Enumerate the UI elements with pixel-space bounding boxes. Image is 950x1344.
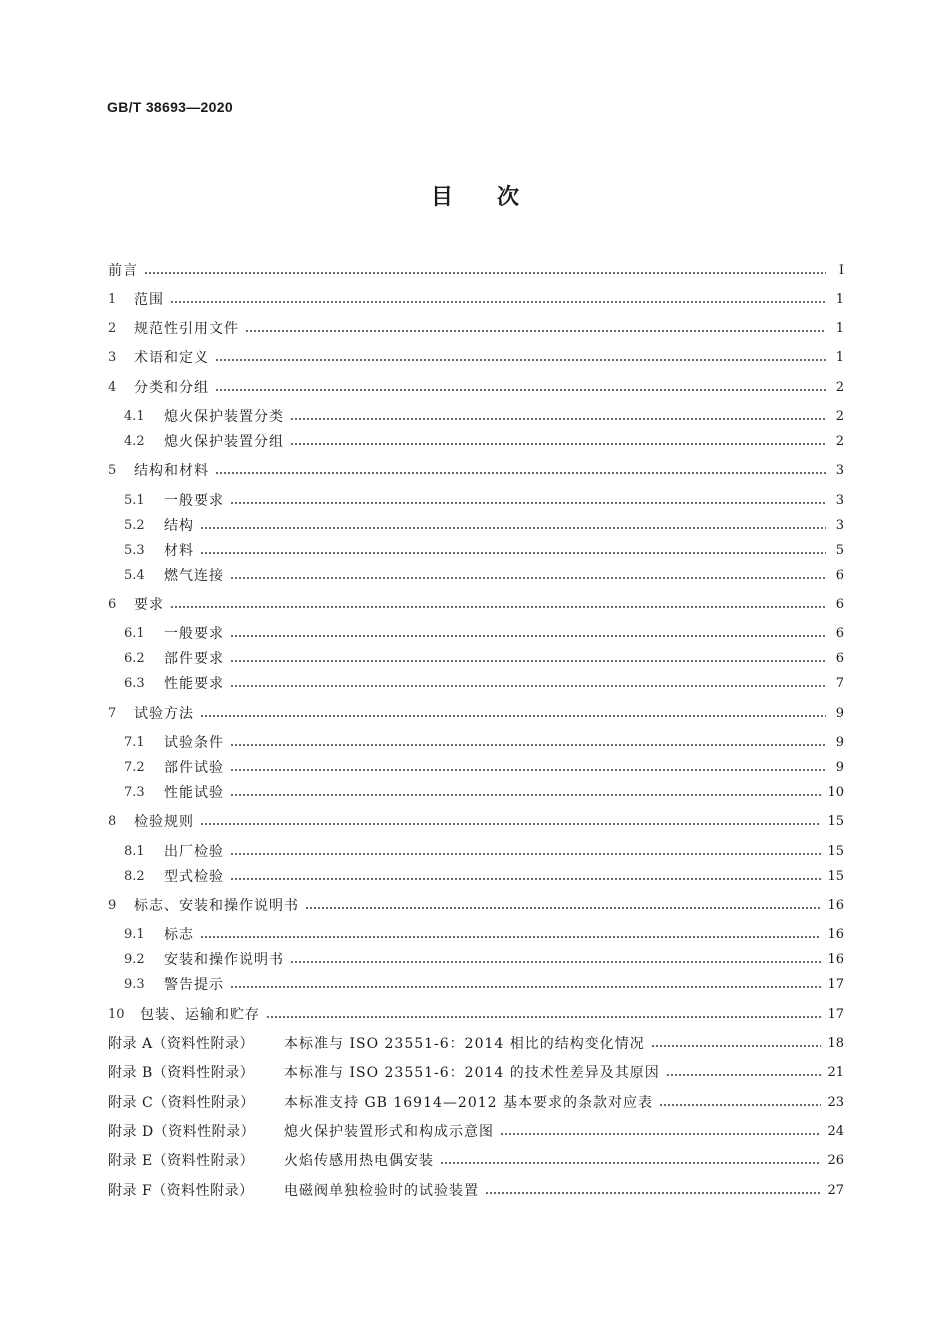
toc-entry-label: 材料 bbox=[164, 543, 194, 559]
toc-entry-number: 7.1 bbox=[124, 735, 145, 750]
toc-entry-label: 分类和分组 bbox=[134, 380, 209, 396]
toc-entry-number: 2 bbox=[108, 321, 117, 336]
appendix-title: 本标准与 ISO 23551-6：2014 的技术性差异及其原因 bbox=[284, 1065, 660, 1081]
toc-subentry[interactable] bbox=[124, 649, 844, 669]
dot-leader bbox=[200, 936, 821, 938]
appendix-title: 熄火保护装置形式和构成示意图 bbox=[284, 1124, 494, 1140]
toc-subentry[interactable] bbox=[124, 432, 844, 452]
appendix-title: 电磁阀单独检验时的试验装置 bbox=[284, 1183, 479, 1199]
toc-entry-number: 7 bbox=[108, 706, 117, 721]
toc-entry-number: 9.1 bbox=[124, 927, 145, 942]
appendix-page: 27 bbox=[827, 1183, 844, 1198]
toc-entry-number: 8.1 bbox=[124, 844, 145, 859]
toc-entry[interactable] bbox=[108, 319, 844, 339]
toc-entry-page: 9 bbox=[835, 706, 844, 721]
toc-entry-page: 9 bbox=[835, 735, 844, 750]
toc-appendix[interactable] bbox=[108, 1093, 844, 1113]
toc-entry-number: 9 bbox=[108, 898, 117, 913]
dot-leader bbox=[266, 1016, 821, 1018]
toc-entry-page: 17 bbox=[827, 1007, 844, 1022]
toc-entry[interactable] bbox=[108, 1005, 844, 1025]
toc-entry-label: 熄火保护装置分类 bbox=[164, 409, 284, 425]
toc-entry-number: 6 bbox=[108, 597, 117, 612]
toc-subentry[interactable] bbox=[124, 407, 844, 427]
toc-entry-number: 9.3 bbox=[124, 977, 145, 992]
appendix-page: 21 bbox=[827, 1065, 844, 1080]
toc-entry-number: 8 bbox=[108, 814, 117, 829]
appendix-heading: 附录 D（资料性附录） bbox=[108, 1124, 256, 1140]
toc-subentry[interactable] bbox=[124, 674, 844, 694]
toc-entry-number: 6.1 bbox=[124, 626, 145, 641]
dot-leader bbox=[245, 330, 826, 332]
toc-entry-number: 9.2 bbox=[124, 952, 145, 967]
toc-entry-page: 17 bbox=[827, 977, 844, 992]
appendix-page: 18 bbox=[827, 1036, 844, 1051]
dot-leader bbox=[230, 502, 826, 504]
toc-entry-label: 前言 bbox=[108, 263, 138, 279]
toc-appendix[interactable] bbox=[108, 1151, 844, 1171]
toc-entry-number: 5.2 bbox=[124, 518, 145, 533]
toc-subentry[interactable] bbox=[124, 566, 844, 586]
toc-entry-number: 1 bbox=[108, 292, 117, 307]
dot-leader bbox=[230, 794, 821, 796]
toc-appendix[interactable] bbox=[108, 1034, 844, 1054]
toc-entry-page: 2 bbox=[835, 409, 844, 424]
toc-subentry[interactable] bbox=[124, 758, 844, 778]
toc-subentry[interactable] bbox=[124, 950, 844, 970]
toc-entry-label: 标志 bbox=[164, 927, 194, 943]
toc-entry[interactable] bbox=[108, 261, 844, 281]
dot-leader bbox=[230, 635, 826, 637]
toc-subentry[interactable] bbox=[124, 491, 844, 511]
dot-leader bbox=[230, 660, 826, 662]
toc-entry-number: 5 bbox=[108, 463, 117, 478]
toc-subentry[interactable] bbox=[124, 624, 844, 644]
appendix-page: 23 bbox=[827, 1095, 844, 1110]
dot-leader bbox=[230, 685, 826, 687]
toc-entry-page: 3 bbox=[835, 463, 844, 478]
toc-subentry[interactable] bbox=[124, 925, 844, 945]
toc-entry-label: 范围 bbox=[134, 292, 164, 308]
standard-code: GB/T 38693—2020 bbox=[107, 99, 233, 115]
toc-entry-number: 5.3 bbox=[124, 543, 145, 558]
dot-leader bbox=[290, 961, 821, 963]
toc-entry-page: 10 bbox=[827, 785, 844, 800]
toc-entry-label: 检验规则 bbox=[134, 814, 194, 830]
toc-entry-page: 2 bbox=[835, 380, 844, 395]
toc-subentry[interactable] bbox=[124, 541, 844, 561]
toc-entry[interactable] bbox=[108, 290, 844, 310]
toc-appendix[interactable] bbox=[108, 1122, 844, 1142]
appendix-heading: 附录 C（资料性附录） bbox=[108, 1095, 255, 1111]
toc-entry-number: 4 bbox=[108, 380, 117, 395]
toc-entry-number: 6.2 bbox=[124, 651, 145, 666]
toc-entry-label: 一般要求 bbox=[164, 626, 224, 642]
appendix-heading: 附录 B（资料性附录） bbox=[108, 1065, 255, 1081]
table-of-contents bbox=[108, 0, 844, 1344]
dot-leader bbox=[170, 301, 826, 303]
toc-entry-label: 要求 bbox=[134, 597, 164, 613]
dot-leader bbox=[230, 577, 826, 579]
toc-entry[interactable] bbox=[108, 896, 844, 916]
toc-entry-number: 7.2 bbox=[124, 760, 145, 775]
toc-subentry[interactable] bbox=[124, 975, 844, 995]
appendix-page: 26 bbox=[827, 1153, 844, 1168]
dot-leader bbox=[230, 744, 826, 746]
toc-entry-page: 16 bbox=[827, 952, 844, 967]
toc-subentry[interactable] bbox=[124, 733, 844, 753]
toc-entry-number: 4.2 bbox=[124, 434, 145, 449]
toc-entry-page: 6 bbox=[835, 626, 844, 641]
toc-appendix[interactable] bbox=[108, 1181, 844, 1201]
toc-subentry[interactable] bbox=[124, 867, 844, 887]
toc-entry-page: 1 bbox=[835, 350, 844, 365]
toc-entry-number: 8.2 bbox=[124, 869, 145, 884]
dot-leader bbox=[215, 359, 826, 361]
toc-entry-page: 16 bbox=[827, 898, 844, 913]
toc-entry-page: 6 bbox=[835, 568, 844, 583]
toc-entry-label: 一般要求 bbox=[164, 493, 224, 509]
toc-entry-page: 5 bbox=[835, 543, 844, 558]
toc-entry-page: 7 bbox=[835, 676, 844, 691]
toc-entry[interactable] bbox=[108, 348, 844, 368]
toc-title-char-1: 目 bbox=[430, 185, 453, 210]
toc-entry-page: 15 bbox=[827, 814, 844, 829]
toc-entry-number: 3 bbox=[108, 350, 117, 365]
toc-entry-label: 试验方法 bbox=[134, 706, 194, 722]
dot-leader bbox=[144, 272, 826, 274]
toc-entry-label: 警告提示 bbox=[164, 977, 224, 993]
dot-leader bbox=[200, 552, 826, 554]
toc-entry-number: 10 bbox=[108, 1007, 125, 1022]
toc-entry-number: 5.4 bbox=[124, 568, 145, 583]
dot-leader bbox=[215, 472, 826, 474]
toc-entry-label: 性能要求 bbox=[164, 676, 224, 692]
toc-subentry[interactable] bbox=[124, 783, 844, 803]
toc-entry[interactable] bbox=[108, 378, 844, 398]
toc-entry[interactable] bbox=[108, 595, 844, 615]
toc-entry-page: 6 bbox=[835, 597, 844, 612]
toc-entry-label: 型式检验 bbox=[164, 869, 224, 885]
toc-entry-page: 16 bbox=[827, 927, 844, 942]
toc-entry-number: 5.1 bbox=[124, 493, 145, 508]
dot-leader bbox=[500, 1133, 821, 1135]
toc-entry[interactable] bbox=[108, 812, 844, 832]
dot-leader bbox=[290, 443, 826, 445]
toc-entry-page: 2 bbox=[835, 434, 844, 449]
dot-leader bbox=[485, 1192, 821, 1194]
dot-leader bbox=[200, 527, 826, 529]
appendix-page: 24 bbox=[827, 1124, 844, 1139]
toc-entry-label: 试验条件 bbox=[164, 735, 224, 751]
toc-entry-number: 7.3 bbox=[124, 785, 145, 800]
toc-entry-label: 安装和操作说明书 bbox=[164, 952, 284, 968]
toc-entry-page: 3 bbox=[835, 493, 844, 508]
toc-entry-label: 性能试验 bbox=[164, 785, 224, 801]
toc-entry-label: 出厂检验 bbox=[164, 844, 224, 860]
appendix-title: 本标准与 ISO 23551-6：2014 相比的结构变化情况 bbox=[284, 1036, 645, 1052]
dot-leader bbox=[170, 606, 826, 608]
toc-entry-page: 9 bbox=[835, 760, 844, 775]
dot-leader bbox=[659, 1104, 821, 1106]
appendix-title: 火焰传感用热电偶安装 bbox=[284, 1153, 434, 1169]
dot-leader bbox=[290, 418, 826, 420]
toc-subentry[interactable] bbox=[124, 516, 844, 536]
toc-entry-label: 标志、安装和操作说明书 bbox=[134, 898, 299, 914]
dot-leader bbox=[215, 389, 826, 391]
toc-entry-page: 1 bbox=[835, 321, 844, 336]
dot-leader bbox=[230, 878, 821, 880]
toc-entry-label: 规范性引用文件 bbox=[134, 321, 239, 337]
dot-leader bbox=[230, 769, 826, 771]
toc-entry-label: 包装、运输和贮存 bbox=[140, 1007, 260, 1023]
toc-entry-page: 1 bbox=[835, 292, 844, 307]
toc-entry-label: 结构 bbox=[164, 518, 194, 534]
toc-title-char-2: 次 bbox=[497, 185, 520, 210]
appendix-heading: 附录 F（资料性附录） bbox=[108, 1183, 254, 1199]
toc-entry-page: 15 bbox=[827, 869, 844, 884]
toc-entry-label: 熄火保护装置分组 bbox=[164, 434, 284, 450]
appendix-heading: 附录 A（资料性附录） bbox=[108, 1036, 255, 1052]
dot-leader bbox=[651, 1045, 822, 1047]
toc-entry[interactable] bbox=[108, 704, 844, 724]
toc-entry-page: 3 bbox=[835, 518, 844, 533]
toc-entry-page: 15 bbox=[827, 844, 844, 859]
toc-entry-label: 术语和定义 bbox=[134, 350, 209, 366]
toc-entry[interactable] bbox=[108, 461, 844, 481]
toc-entry-page: 6 bbox=[835, 651, 844, 666]
dot-leader bbox=[200, 715, 826, 717]
appendix-heading: 附录 E（资料性附录） bbox=[108, 1153, 255, 1169]
toc-subentry[interactable] bbox=[124, 842, 844, 862]
appendix-title: 本标准支持 GB 16914—2012 基本要求的条款对应表 bbox=[284, 1095, 653, 1111]
dot-leader bbox=[440, 1162, 821, 1164]
dot-leader bbox=[305, 907, 821, 909]
dot-leader bbox=[230, 986, 821, 988]
toc-entry-page: Ⅰ bbox=[838, 263, 844, 278]
toc-entry-label: 部件要求 bbox=[164, 651, 224, 667]
dot-leader bbox=[666, 1074, 822, 1076]
dot-leader bbox=[230, 853, 821, 855]
toc-entry-number: 4.1 bbox=[124, 409, 145, 424]
toc-appendix[interactable] bbox=[108, 1063, 844, 1083]
dot-leader bbox=[200, 823, 821, 825]
toc-entry-number: 6.3 bbox=[124, 676, 145, 691]
toc-entry-label: 部件试验 bbox=[164, 760, 224, 776]
toc-entry-label: 结构和材料 bbox=[134, 463, 209, 479]
toc-entry-label: 燃气连接 bbox=[164, 568, 224, 584]
